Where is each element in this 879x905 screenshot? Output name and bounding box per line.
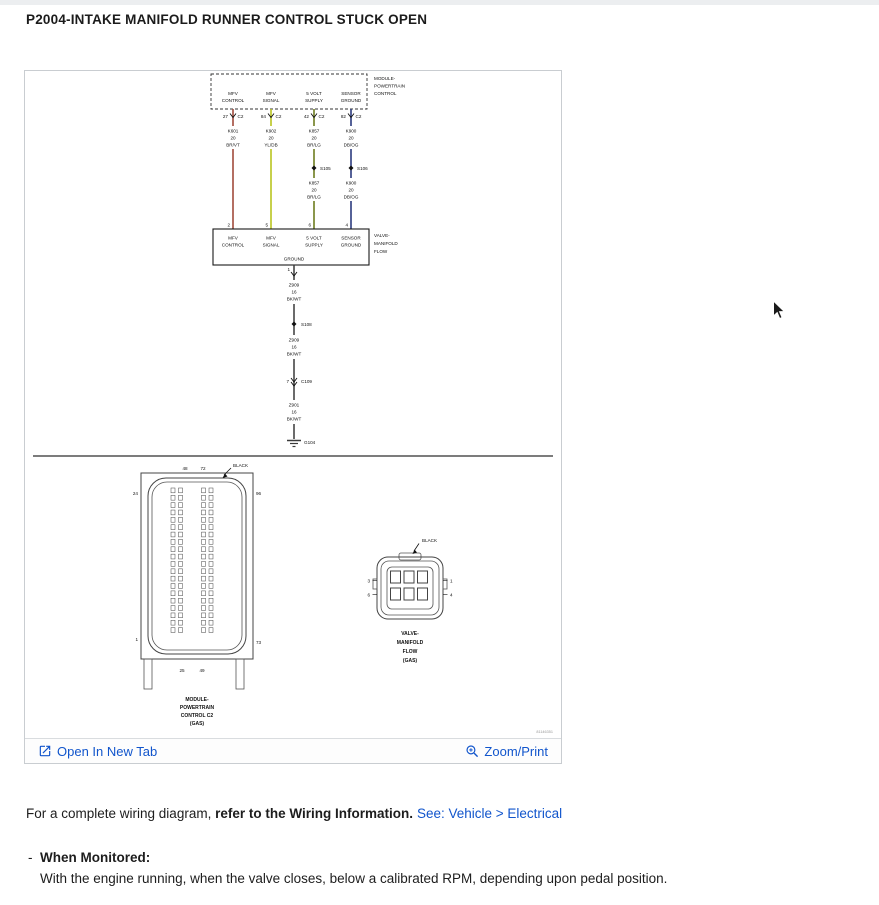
pin-number: 27 <box>222 114 228 119</box>
box-pin-number: 2 <box>227 222 230 228</box>
pin-number: 7 <box>286 379 289 384</box>
connector-id: C2 <box>237 114 244 119</box>
connector-pin-number: 3 <box>367 578 370 584</box>
col-header: 5 VOLT <box>306 91 322 96</box>
gauge-label: 16 <box>291 409 297 415</box>
valve-box <box>213 229 398 265</box>
connector-pin-number: 24 <box>132 491 138 496</box>
gauge-label: 20 <box>348 135 354 141</box>
wire-column-mfv-control <box>222 91 245 229</box>
valve-col-header: CONTROL <box>221 242 245 248</box>
open-in-new-icon <box>38 744 52 758</box>
gauge-label: 20 <box>230 135 236 141</box>
note-bold: refer to the Wiring Information. <box>215 806 413 821</box>
connector-id: C2 <box>318 114 325 119</box>
when-monitored-label: When Monitored: <box>40 850 151 865</box>
panel-footer <box>25 738 561 763</box>
wire-color-label: YL/DB <box>264 142 278 148</box>
wire-color-label: BR/LG <box>307 142 321 148</box>
wire-color-label: DB/OG <box>343 142 359 148</box>
col-header: GROUND <box>340 98 362 103</box>
vehicle-electrical-link[interactable]: See: Vehicle > Electrical <box>416 806 563 821</box>
valve-label-line2: MANIFOLD <box>374 241 398 246</box>
circuit-label: K601 <box>227 128 239 134</box>
connector-caption: (GAS) <box>402 658 418 664</box>
pcm-label-line2: POWERTRAIN <box>374 83 406 89</box>
pin-number: 42 <box>303 114 309 119</box>
top-strip <box>0 0 879 5</box>
connector-pin-number: 96 <box>256 491 262 496</box>
connector-id: C2 <box>275 114 282 119</box>
gauge-label: 16 <box>291 289 297 295</box>
wiring-diagram <box>25 71 561 738</box>
ground-chain <box>284 265 316 447</box>
valve-label-line1: VALVE- <box>374 233 390 238</box>
connector-caption: (GAS) <box>189 721 205 727</box>
ground-label: GROUND <box>283 256 305 262</box>
zoom-print-label: Zoom/Print <box>484 743 548 759</box>
valve-connector-drawing <box>367 538 453 664</box>
col-header: SIGNAL <box>262 98 280 103</box>
connector-id: C2 <box>355 114 362 119</box>
col-header: CONTROL <box>221 98 245 103</box>
when-monitored-body <box>40 847 667 889</box>
box-pin-number: 6 <box>308 222 311 228</box>
col-header: SUPPLY <box>305 98 323 103</box>
ground-symbol <box>287 441 301 447</box>
pin-number: 84 <box>260 114 266 119</box>
connector-pin-number: 73 <box>256 640 262 645</box>
wire-color-label: DB/OG <box>343 194 359 200</box>
diagram-panel <box>24 70 562 764</box>
connector-pin-number: 1 <box>135 637 138 642</box>
gauge-label: 20 <box>268 135 274 141</box>
wire-column-5v-supply <box>304 91 331 229</box>
mouse-cursor <box>772 300 787 321</box>
splice-symbol <box>292 322 297 327</box>
valve-col-header: 5 VOLT <box>306 235 322 241</box>
connector-pin-number: 48 <box>182 466 188 471</box>
box-pin-number: 5 <box>265 222 268 228</box>
gauge-label: 20 <box>311 135 317 141</box>
circuit-label: K900 <box>345 180 357 186</box>
zoom-plus-icon <box>465 744 479 758</box>
gauge-label: 20 <box>348 187 354 193</box>
connector-id: C109 <box>301 379 312 384</box>
circuit-label: Z909 <box>288 337 300 343</box>
connector-color-label: BLACK <box>233 463 249 468</box>
pin-number: 82 <box>340 114 346 119</box>
bullet-dash: - <box>28 850 33 865</box>
connector-caption: POWERTRAIN <box>179 705 215 711</box>
open-in-new-tab-link[interactable] <box>38 744 157 759</box>
wire-color-label: BK/WT <box>286 416 302 422</box>
gauge-label: 16 <box>291 344 297 350</box>
valve-col-header: MFV <box>228 235 238 241</box>
wire-column-sensor-ground <box>341 91 368 229</box>
wire-color-label: BR/VT <box>226 142 240 148</box>
arrow-head <box>223 474 228 479</box>
pcm-label-line3: CONTROL <box>374 91 397 96</box>
valve-col-header: SENSOR <box>341 235 361 241</box>
pcm-pin-grid <box>171 488 213 632</box>
circuit-label: K900 <box>345 128 357 134</box>
splice-label: S105 <box>320 166 331 171</box>
circuit-label: K902 <box>265 128 277 134</box>
valve-label-line3: FLOW <box>374 249 388 254</box>
circuit-label: Z901 <box>288 402 300 408</box>
circuit-label: K857 <box>308 180 320 186</box>
gauge-label: 20 <box>311 187 317 193</box>
connector-caption: MANIFOLD <box>396 640 424 646</box>
col-header: MFV <box>228 91 238 96</box>
splice-label: S108 <box>301 322 312 327</box>
connector-pin-number: 25 <box>179 668 185 673</box>
circuit-label: Z909 <box>288 282 300 288</box>
box-pin-number: 4 <box>345 222 348 228</box>
splice-symbol <box>349 166 354 171</box>
connector-pin-number: 72 <box>200 466 206 471</box>
splice-symbol <box>312 166 317 171</box>
valve-col-header: SIGNAL <box>262 242 280 248</box>
valve-col-header: GROUND <box>340 242 362 248</box>
ground-id-label: G104 <box>304 440 316 445</box>
connector-pin-number: 6 <box>367 592 370 598</box>
pcm-label-line1: MODULE- <box>374 76 396 81</box>
connector-pin-number: 1 <box>450 578 453 584</box>
connector-caption: CONTROL C2 <box>180 713 214 719</box>
wire-color-label: BR/LG <box>307 194 321 200</box>
connector-pin-number: 49 <box>199 668 205 673</box>
wire-color-label: BK/WT <box>286 296 302 302</box>
wiring-note <box>26 806 562 821</box>
valve-col-header: SUPPLY <box>305 242 323 248</box>
connector-color-label: BLACK <box>422 538 438 543</box>
when-monitored-block <box>28 847 667 889</box>
connector-caption: MODULE- <box>185 697 209 703</box>
col-header: MFV <box>266 91 276 96</box>
pcm-connector-drawing <box>133 463 262 727</box>
wire-column-mfv-signal <box>261 91 282 229</box>
col-header: SENSOR <box>341 91 361 96</box>
note-prefix: For a complete wiring diagram, <box>26 806 216 821</box>
figure-number: 81146351 <box>536 730 553 734</box>
connector-caption: VALVE- <box>401 631 419 637</box>
when-monitored-text: With the engine running, when the valve closes, below a calibrated RPM, depending upon pedal position. <box>40 871 668 886</box>
open-in-new-tab-label: Open In New Tab <box>57 743 158 759</box>
pin-number: 1 <box>287 267 290 272</box>
wiring-diagram-svg <box>25 71 561 739</box>
connector-pin-number: 4 <box>450 592 453 598</box>
connector-caption: FLOW <box>402 649 418 655</box>
valve-col-header: MFV <box>266 235 276 241</box>
wire-color-label: BK/WT <box>286 351 302 357</box>
circuit-label: K857 <box>308 128 320 134</box>
zoom-print-link[interactable] <box>465 744 548 759</box>
splice-label: S106 <box>357 166 368 171</box>
page-title: P2004-INTAKE MANIFOLD RUNNER CONTROL STUCK OPEN <box>26 12 428 27</box>
